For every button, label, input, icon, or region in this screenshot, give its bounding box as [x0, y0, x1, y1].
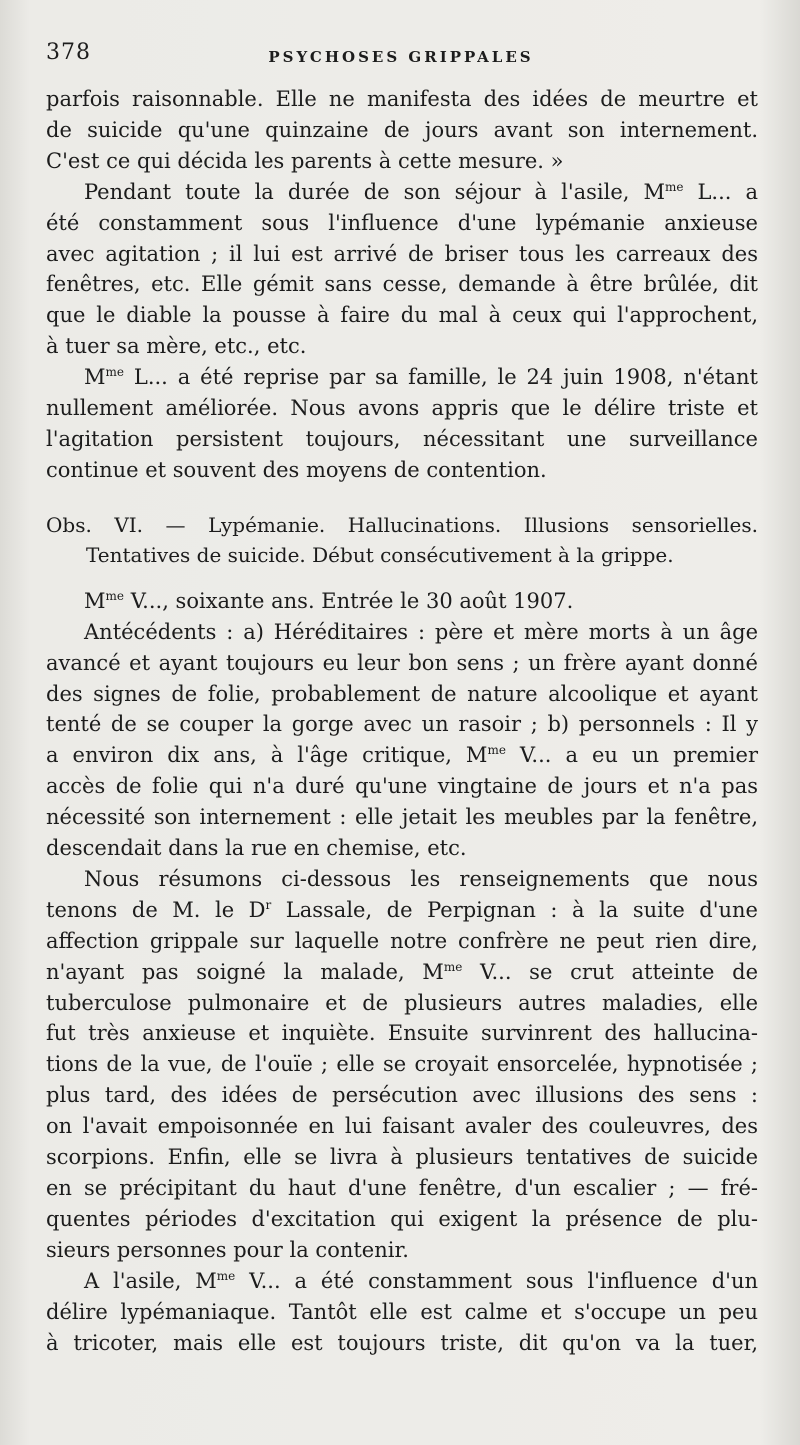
text-line: [46, 1266, 758, 1297]
text-line: Tentatives de suicide. Début consécutivement à la grippe.: [86, 542, 674, 567]
text-line: [46, 362, 758, 393]
text-line: fut très anxieuse et inquiète. Ensuite survinrent des hallucina-: [46, 1021, 758, 1046]
text-line: Obs. VI. — Lypémanie. Hallucinations. Illusions sensorielles.: [46, 512, 758, 537]
text-line: C'est ce qui décida les parents à cette mesure. »: [46, 148, 564, 173]
text-fragment: V... se crut atteinte de: [462, 959, 758, 984]
text-line: on l'avait empoisonnée en lui faisant avaler des couleuvres, des: [46, 1114, 758, 1139]
text-line: [46, 177, 758, 208]
superscript: me: [443, 959, 463, 974]
text-line: avec agitation ; il lui est arrivé de briser tous les carreaux des: [46, 241, 758, 266]
paragraph: [46, 1266, 758, 1359]
text-line: accès de folie qui n'a duré qu'une vingtaine de jours et n'a pas: [46, 774, 758, 799]
text-line: tenté de se couper la gorge avec un rasoir ; b) personnels : Il y: [46, 712, 758, 737]
observation-heading: [46, 510, 758, 570]
text-line: fenêtres, etc. Elle gémit sans cesse, demande à être brûlée, dit: [46, 272, 758, 297]
text-fragment: Pendant toute la durée de son séjour à l'asile, M: [84, 179, 665, 204]
superscript: me: [216, 1268, 236, 1283]
spacer: [46, 486, 758, 510]
spacer: [46, 570, 758, 586]
body-text: [46, 84, 758, 1358]
paragraph: [46, 586, 758, 617]
text-line: en se précipitant du haut d'une fenêtre, d'un escalier ; — fré-: [46, 1176, 758, 1200]
paragraph: [46, 362, 758, 486]
text-line: avancé et ayant toujours eu leur bon sens ; un frère ayant donné: [46, 650, 758, 675]
text-line: des signes de folie, probablement de nature alcoolique et ayant: [46, 681, 758, 706]
text-line: [46, 740, 758, 771]
text-fragment: a environ dix ans, à l'âge critique, M: [46, 743, 488, 768]
text-line: délire lypémaniaque. Tantôt elle est calme et s'occupe un peu: [46, 1299, 758, 1324]
page-header: [46, 40, 756, 74]
text-line: continue et souvent des moyens de contention.: [46, 457, 547, 482]
paragraph: [46, 617, 758, 864]
paragraph: [46, 177, 758, 362]
superscript: me: [105, 365, 124, 380]
superscript: r: [265, 897, 272, 912]
text-line: l'agitation persistent toujours, nécessitant une surveillance: [46, 426, 758, 451]
text-line: tuberculose pulmonaire et de plusieurs autres maladies, elle: [46, 990, 758, 1015]
text-line: parfois raisonnable. Elle ne manifesta des idées de meurtre et: [46, 87, 758, 111]
text-line: de suicide qu'une quinzaine de jours avant son internement.: [46, 117, 758, 142]
text-line: à tuer sa mère, etc., etc.: [46, 334, 307, 359]
text-line: tions de la vue, de l'ouïe ; elle se croyait ensorcelée, hypnotisée ;: [46, 1052, 758, 1077]
text-line: Nous résumons ci-dessous les renseignements que nous: [84, 866, 758, 891]
text-line: [46, 957, 758, 988]
running-head: PSYCHOSES GRIPPALES: [268, 48, 534, 66]
text-line: scorpions. Enfin, elle se livra à plusieurs tentatives de suicide: [46, 1145, 758, 1170]
text-fragment: M: [84, 365, 106, 390]
text-fragment: V..., soixante ans. Entrée le 30 août 1907.: [130, 588, 574, 613]
text-fragment: L... a été reprise par sa famille, le 24 juin 1908, n'étant: [133, 365, 758, 390]
text-line: à tricoter, mais elle est toujours triste, dit qu'on va la tuer,: [46, 1330, 758, 1355]
superscript: me: [664, 179, 684, 194]
text-fragment: V... a eu un premier: [505, 743, 758, 768]
text-line: nécessité son internement : elle jetait les meubles par la fenêtre,: [46, 805, 758, 830]
paragraph: [46, 84, 758, 177]
text-line: nullement améliorée. Nous avons appris que le délire triste et: [46, 396, 758, 421]
text-line: été constamment sous l'influence d'une lypémanie anxieuse: [46, 210, 758, 235]
text-line: [46, 895, 758, 926]
superscript: me: [105, 588, 124, 603]
text-fragment: n'ayant pas soigné la malade, M: [46, 959, 444, 984]
text-line: descendait dans la rue en chemise, etc.: [46, 836, 467, 861]
paragraph: [46, 864, 758, 1266]
text-fragment: Lassale, de Perpignan : à la suite d'une: [271, 897, 758, 922]
text-fragment: A l'asile, M: [84, 1268, 217, 1293]
text-line: sieurs personnes pour la contenir.: [46, 1237, 409, 1262]
text-fragment: tenons de M. le D: [46, 897, 266, 922]
text-fragment: L... a: [683, 179, 758, 204]
superscript: me: [487, 743, 506, 758]
text-line: plus tard, des idées de persécution avec illusions des sens :: [46, 1083, 758, 1108]
page-number: 378: [46, 40, 91, 65]
text-line: quentes périodes d'excitation qui exigent la présence de plu-: [46, 1206, 758, 1231]
text-fragment: M: [84, 588, 106, 613]
text-line: que le diable la pousse à faire du mal à ceux qui l'approchent,: [46, 303, 758, 328]
text-fragment: V... a été constamment sous l'influence d'un: [235, 1268, 758, 1293]
text-line: [46, 586, 758, 617]
text-line: Antécédents : a) Héréditaires : père et mère morts à un âge: [84, 619, 758, 644]
text-line: affection grippale sur laquelle notre confrère ne peut rien dire,: [46, 928, 758, 953]
